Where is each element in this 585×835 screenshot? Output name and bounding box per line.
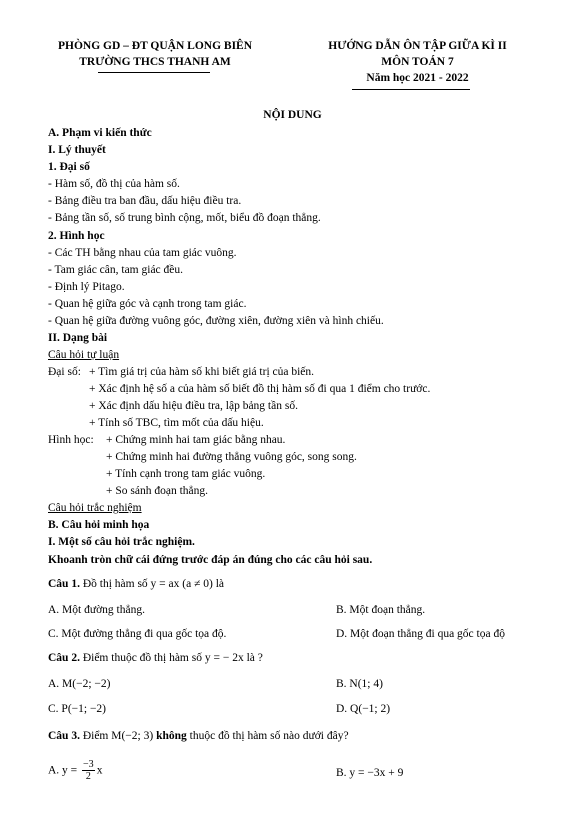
algebra-task: + Tìm giá trị của hàm số khi biết giá trị của biến. [89, 366, 315, 378]
section-a-heading: A. Phạm vi kiến thức [48, 127, 152, 139]
geometry-item: - Định lý Pitago. [48, 281, 125, 293]
algebra-item: - Bảng điều tra ban đầu, dấu hiệu điều tra. [48, 195, 242, 207]
option-a-prefix: A. y = [48, 764, 81, 777]
geometry-task: + Chứng minh hai đường thẳng vuông góc, song song. [106, 451, 357, 463]
geometry-item: - Quan hệ giữa đường vuông góc, đường xiên, đường xiên và hình chiếu. [48, 315, 384, 327]
question-2-option-a[interactable]: A. M(−2; −2) [48, 678, 111, 690]
question-1-label: Câu 1. [48, 578, 80, 590]
section-ii-heading: II. Dạng bài [48, 332, 108, 344]
header-subject: MÔN TOÁN 7 [381, 56, 454, 68]
algebra-tasks-label: Đại số: [48, 366, 81, 378]
question-1-option-d[interactable]: D. Một đoạn thẳng đi qua gốc tọa độ [336, 628, 505, 640]
header-doc-title: HƯỚNG DẪN ÔN TẬP GIỮA KÌ II [328, 40, 507, 52]
algebra-task: + Tính số TBC, tìm mốt của dấu hiệu. [89, 417, 264, 429]
question-3-text-after: thuộc đồ thị hàm số nào dưới đây? [186, 730, 349, 742]
geometry-task: + Tính cạnh trong tam giác vuông. [106, 468, 266, 480]
mcq-heading: Câu hỏi trắc nghiệm [48, 502, 142, 514]
geometry-heading: 2. Hình học [48, 230, 105, 242]
algebra-heading: 1. Đại số [48, 161, 90, 173]
section-b-i-heading: I. Một số câu hỏi trắc nghiệm. [48, 536, 195, 548]
geometry-tasks-label: Hình học: [48, 434, 94, 446]
fraction-numerator: −3 [83, 759, 94, 770]
algebra-task: + Xác định dấu hiệu điều tra, lập bảng tần số. [89, 400, 298, 412]
header-school: TRƯỜNG THCS THANH AM [79, 56, 231, 68]
question-2 [48, 652, 263, 664]
essay-questions-heading: Câu hỏi tự luận [48, 349, 120, 361]
question-2-label: Câu 2. [48, 652, 80, 664]
header-school-year: Năm học 2021 - 2022 [366, 72, 469, 84]
question-2-option-b[interactable]: B. N(1; 4) [336, 678, 383, 690]
geometry-task: + So sánh đoạn thẳng. [106, 485, 208, 497]
question-1-option-b[interactable]: B. Một đoạn thẳng. [336, 604, 426, 616]
fraction-denominator: 2 [85, 771, 91, 782]
question-2-text: Điểm thuộc đồ thị hàm số y = − 2x là ? [79, 652, 263, 664]
geometry-item: - Tam giác cân, tam giác đều. [48, 264, 184, 276]
header-left-underline [98, 72, 210, 73]
question-3 [48, 730, 349, 742]
question-3-label: Câu 3. [48, 730, 80, 742]
geometry-item: - Các TH bằng nhau của tam giác vuông. [48, 247, 237, 259]
page-title: NỘI DUNG [263, 109, 322, 121]
fraction [82, 760, 95, 782]
section-i-heading: I. Lý thuyết [48, 144, 106, 156]
algebra-task: + Xác định hệ số a của hàm số biết đồ thị hàm số đi qua 1 điểm cho trước. [89, 383, 431, 395]
question-1-option-a[interactable]: A. Một đường thẳng. [48, 604, 145, 616]
question-3-option-a[interactable] [48, 760, 102, 782]
question-3-emphasis: không [156, 730, 187, 742]
instruction-text: Khoanh tròn chữ cái đứng trước đáp án đúng cho các câu hỏi sau. [48, 554, 373, 566]
option-a-suffix: x [96, 764, 103, 777]
header-department: PHÒNG GD – ĐT QUẬN LONG BIÊN [57, 40, 253, 52]
geometry-task: + Chứng minh hai tam giác bằng nhau. [106, 434, 286, 446]
question-3-text-before: Điểm M(−2; 3) [79, 730, 157, 742]
question-1-text: Đồ thị hàm số y = ax (a ≠ 0) là [79, 578, 225, 590]
header-right-underline [352, 89, 470, 90]
question-2-option-d[interactable]: D. Q(−1; 2) [336, 703, 391, 715]
question-2-option-c[interactable]: C. P(−1; −2) [48, 703, 107, 715]
question-1-option-c[interactable]: C. Một đường thẳng đi qua gốc tọa độ. [48, 628, 227, 640]
algebra-item: - Bảng tần số, số trung bình cộng, mốt, biểu đồ đoạn thẳng. [48, 212, 321, 224]
geometry-item: - Quan hệ giữa góc và cạnh trong tam giác. [48, 298, 247, 310]
question-1 [48, 578, 224, 590]
section-b-heading: B. Câu hỏi minh họa [48, 519, 150, 531]
question-3-option-b[interactable]: B. y = −3x + 9 [336, 767, 404, 779]
algebra-item: - Hàm số, đồ thị của hàm số. [48, 178, 180, 190]
